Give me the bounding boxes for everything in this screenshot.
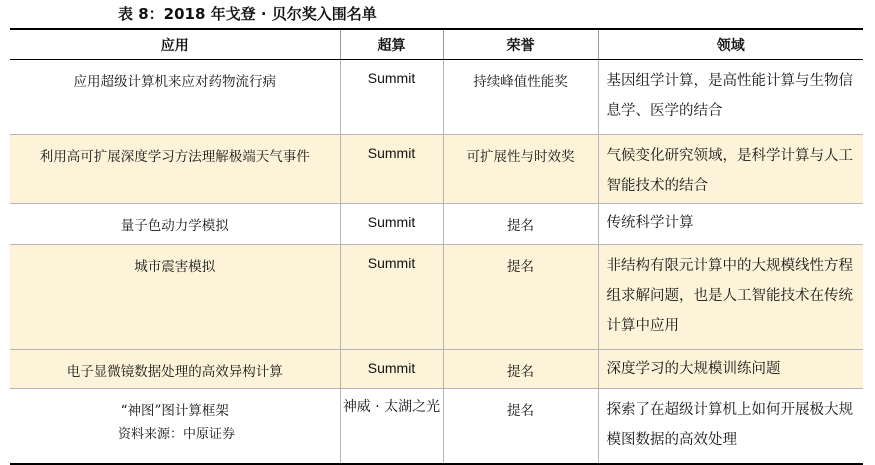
cell-application: 应用超级计算机来应对药物流行病 [10, 60, 340, 135]
cell-supercomputer: Summit [340, 350, 443, 389]
cell-honor: 提名 [443, 389, 598, 465]
cell-supercomputer: 神威 · 太湖之光 [340, 389, 443, 465]
header-field: 领域 [598, 29, 863, 60]
cell-application: “神图”图计算框架 [10, 389, 340, 465]
table-row [10, 135, 863, 204]
cell-honor: 持续峰值性能奖 [443, 60, 598, 135]
cell-application: 城市震害模拟 [10, 245, 340, 350]
cell-supercomputer: Summit [340, 204, 443, 245]
cell-honor: 提名 [443, 204, 598, 245]
cell-field: 深度学习的大规模训练问题 [598, 350, 863, 389]
table-row [10, 350, 863, 389]
header-supercomputer: 超算 [340, 29, 443, 60]
cell-honor: 可扩展性与时效奖 [443, 135, 598, 204]
cell-field: 基因组学计算，是高性能计算与生物信息学、医学的结合 [598, 60, 863, 135]
cell-field: 非结构有限元计算中的大规模线性方程组求解问题，也是人工智能技术在传统计算中应用 [598, 245, 863, 350]
table-row [10, 245, 863, 350]
cell-supercomputer: Summit [340, 245, 443, 350]
cell-application: 利用高可扩展深度学习方法理解极端天气事件 [10, 135, 340, 204]
header-row [10, 29, 863, 60]
header-honor: 荣誉 [443, 29, 598, 60]
cell-field: 气候变化研究领域，是科学计算与人工智能技术的结合 [598, 135, 863, 204]
table-row [10, 204, 863, 245]
cell-application: 量子色动力学模拟 [10, 204, 340, 245]
cell-honor: 提名 [443, 350, 598, 389]
finalists-table [10, 28, 863, 465]
cell-supercomputer: Summit [340, 60, 443, 135]
table-title: 表 8：2018 年戈登 · 贝尔奖入围名单 [118, 5, 377, 23]
cell-field: 探索了在超级计算机上如何开展极大规模图数据的高效处理 [598, 389, 863, 465]
table-row [10, 60, 863, 135]
source-note: 资料来源：中原证券 [118, 427, 236, 442]
cell-field: 传统科学计算 [598, 204, 863, 245]
header-application: 应用 [10, 29, 340, 60]
cell-supercomputer: Summit [340, 135, 443, 204]
cell-application: 电子显微镜数据处理的高效异构计算 [10, 350, 340, 389]
cell-honor: 提名 [443, 245, 598, 350]
